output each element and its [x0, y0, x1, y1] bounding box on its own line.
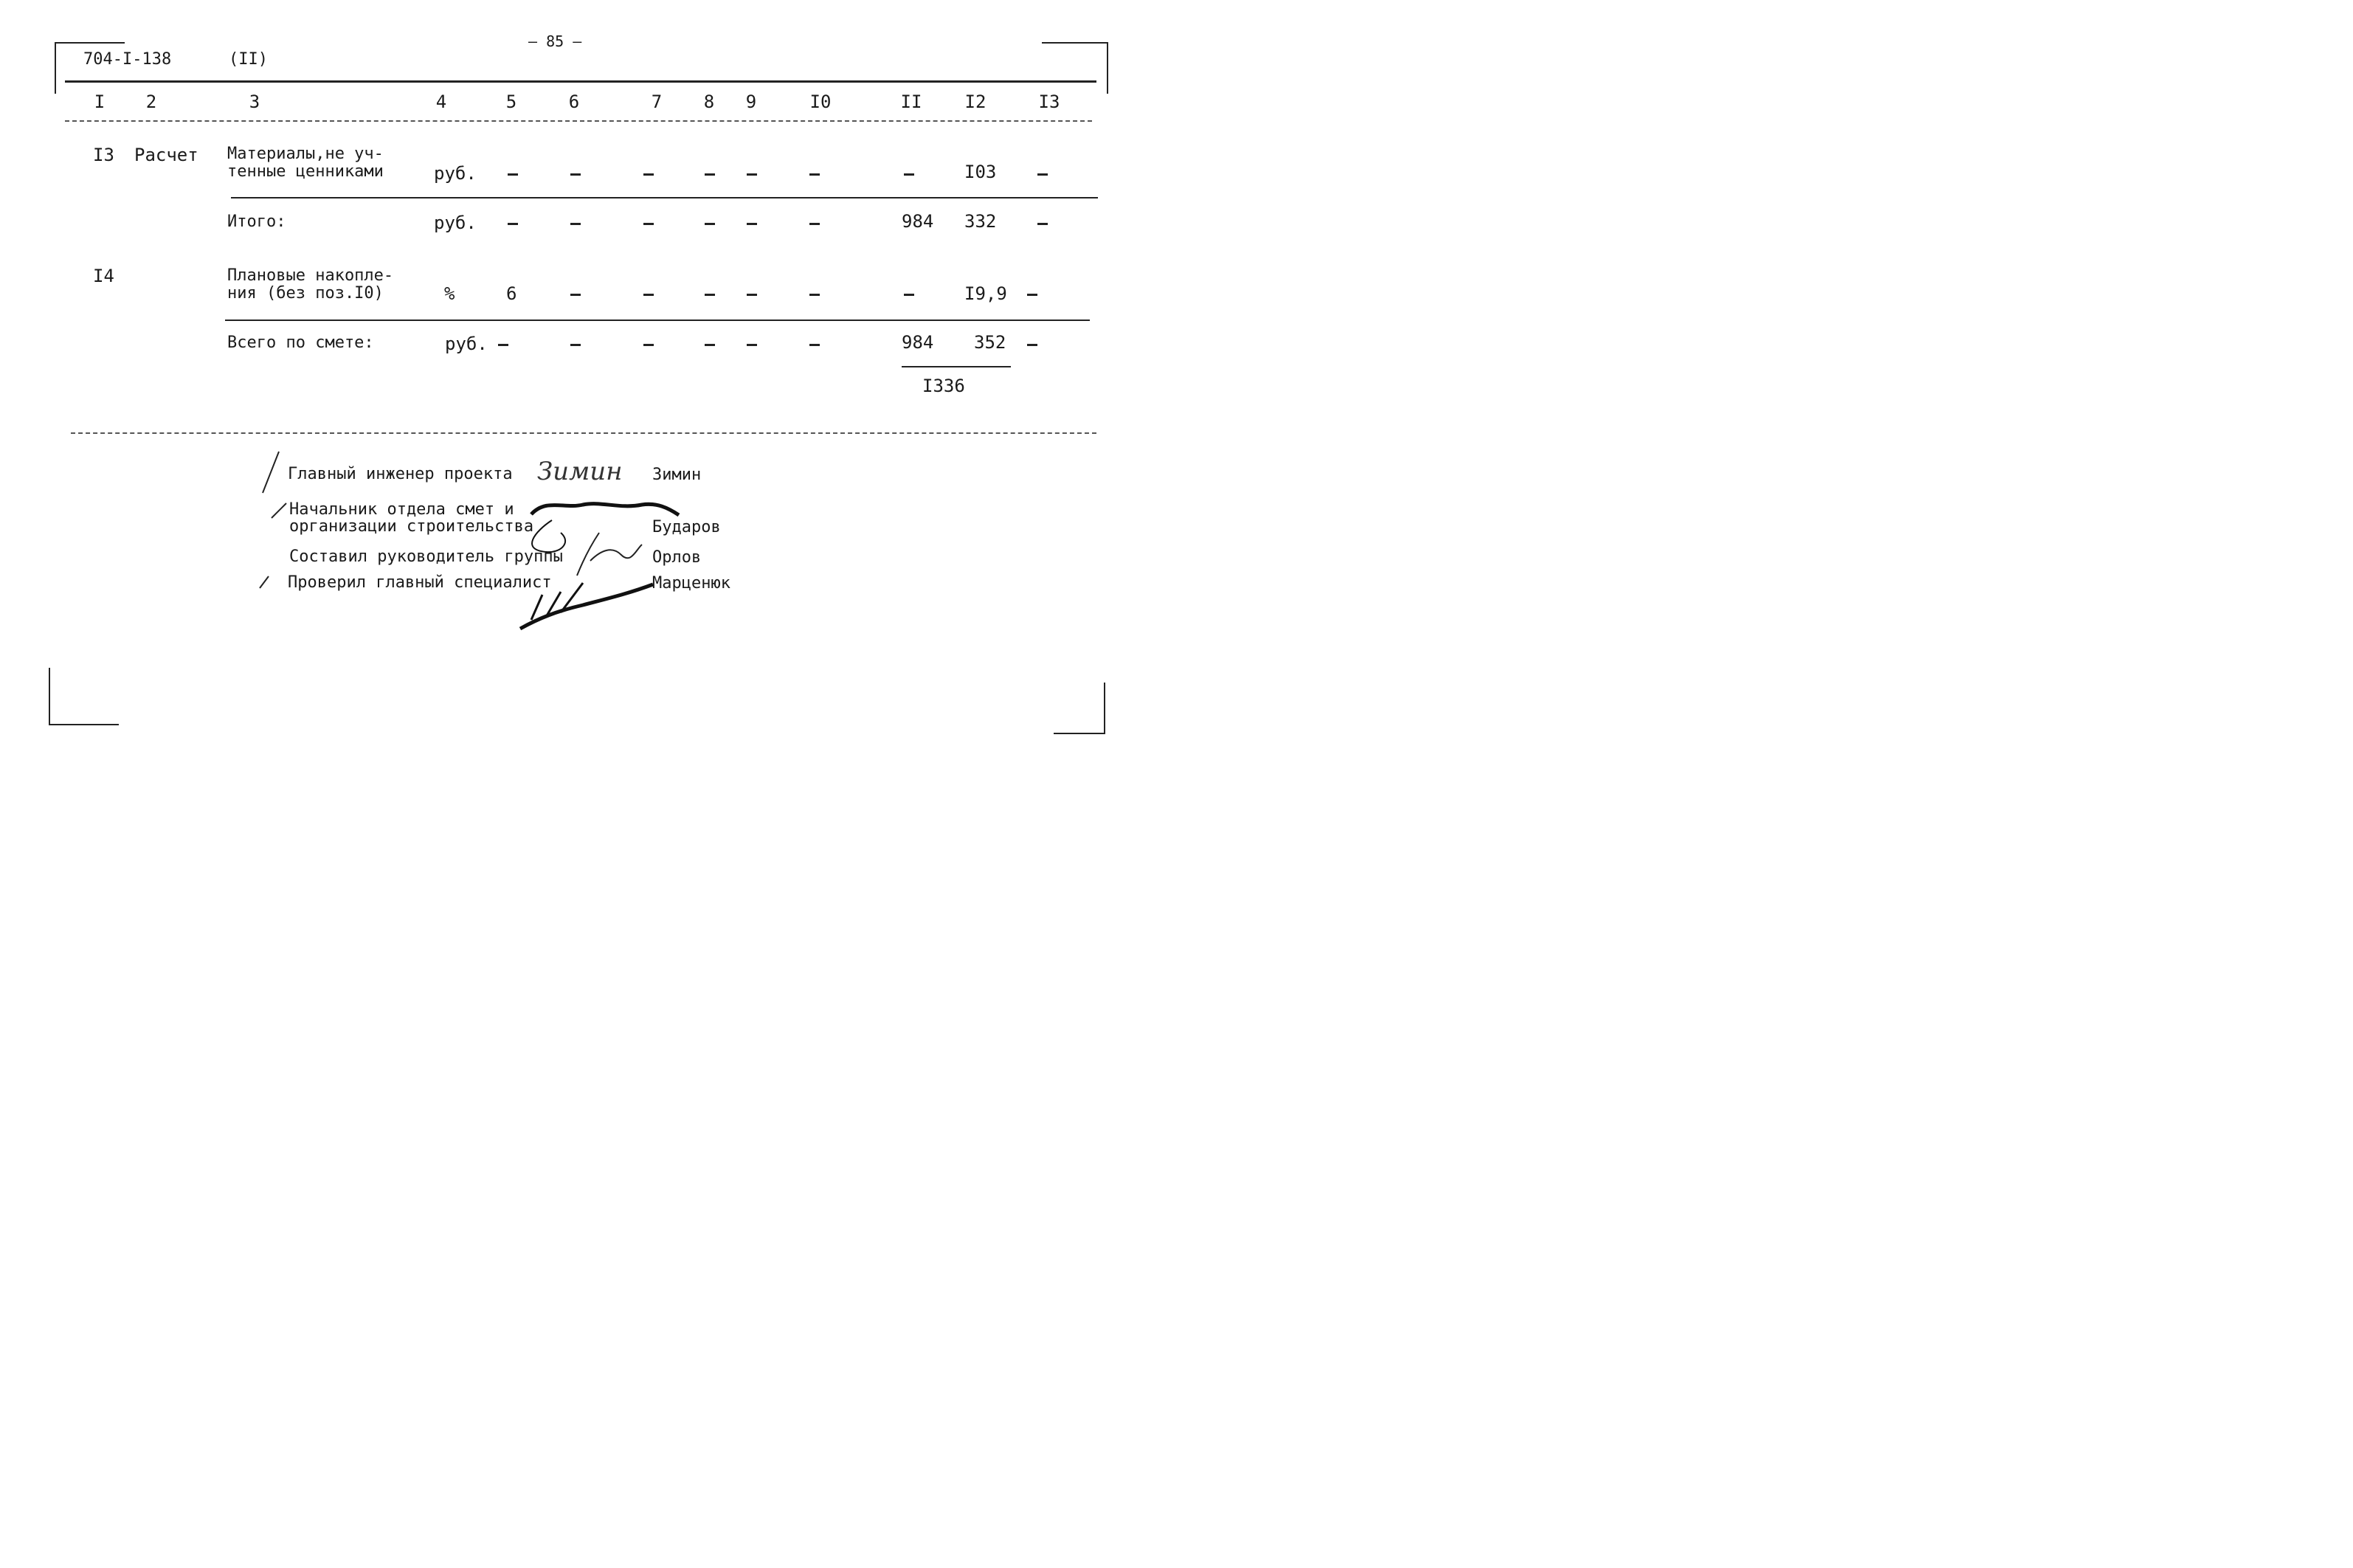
col-header-13: I3 [1038, 91, 1060, 112]
total-unit: руб. [445, 334, 488, 354]
total-col12-value: 352 [974, 332, 1006, 353]
row-unit: руб. [434, 163, 477, 184]
row-col5-value: 6 [506, 283, 517, 304]
signature-role: Составил руководитель группы [289, 548, 563, 566]
document-code: 704-I-138 [83, 50, 172, 69]
signature-name: Орлов [652, 548, 702, 567]
signature-role-line2: организации строительства [289, 517, 534, 536]
subtotal-label: Итого: [227, 213, 286, 231]
row-col12-value: I9,9 [964, 283, 1007, 304]
col-header-8: 8 [703, 91, 715, 112]
total-label: Всего по смете: [227, 334, 374, 352]
col-header-12: I2 [964, 91, 987, 112]
col-header-9: 9 [745, 91, 757, 112]
grand-total-value: I336 [922, 376, 965, 396]
row-number: I3 [93, 145, 114, 165]
subtotal-col12-value: 332 [964, 211, 997, 232]
signature-name: Зимин [652, 466, 702, 484]
total-col11-value: 984 [902, 332, 934, 353]
row-number: I4 [93, 266, 114, 286]
col-header-7: 7 [651, 91, 663, 112]
col-header-3: 3 [249, 91, 260, 112]
document-part: (II) [229, 50, 268, 69]
signature-role-line1: Начальник отдела смет и [289, 500, 514, 519]
slash-mark [263, 452, 279, 493]
col-header-10: I0 [809, 91, 832, 112]
col-header-6: 6 [568, 91, 580, 112]
signature-name: Бударов [652, 518, 721, 536]
row-name-line2: ния (без поз.I0) [227, 284, 384, 303]
row-basis: Расчет [134, 145, 198, 165]
signature-bidarov [531, 504, 679, 515]
signature-strokes [0, 0, 1147, 764]
row-name-line2: тенные ценниками [227, 162, 384, 181]
document-page [0, 0, 1147, 764]
col-header-5: 5 [505, 91, 517, 112]
col-header-2: 2 [145, 91, 157, 112]
signature-orlov [577, 533, 642, 576]
row-col12-value: I03 [964, 162, 997, 182]
slash-mark [272, 503, 286, 518]
slash-mark [260, 576, 269, 588]
col-header-4: 4 [435, 91, 447, 112]
signature-zimin: Зимин [537, 457, 623, 486]
row-unit: % [444, 283, 455, 304]
page-number: — 85 — [528, 32, 582, 50]
row-name-line1: Материалы,не уч- [227, 145, 384, 163]
subtotal-col11-value: 984 [902, 211, 934, 232]
col-header-11: II [900, 91, 922, 112]
signature-name: Марценюк [652, 574, 730, 593]
row-name-line1: Плановые накопле- [227, 266, 394, 285]
signature-role: Главный инженер проекта [288, 465, 513, 483]
subtotal-unit: руб. [434, 213, 477, 233]
signature-role: Проверил главный специалист [288, 573, 552, 592]
col-header-1: I [94, 91, 106, 112]
